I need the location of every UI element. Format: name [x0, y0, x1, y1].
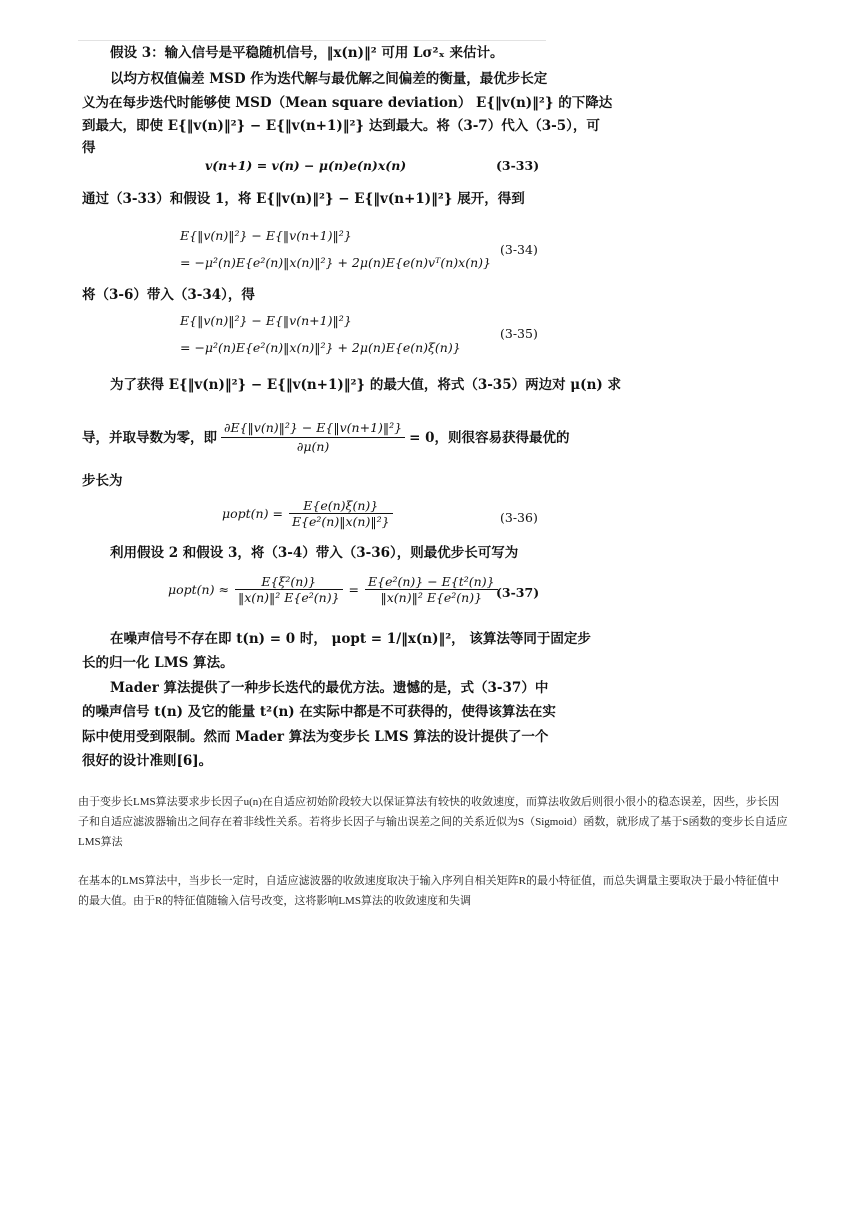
fraction-denominator: E{e²(n)‖x(n)‖²}: [291, 514, 390, 529]
equation-number: (3-34): [500, 242, 538, 257]
equation-number: (3-37): [496, 585, 540, 600]
paragraph-line: 的噪声信号 t(n) 及它的能量 t²(n) 在实际中都是不可获得的，使得该算法在实: [82, 704, 556, 720]
equals-sign: =: [348, 582, 360, 597]
equation-3-37: [168, 574, 498, 605]
fraction-numerator: E{e²(n)} − E{t²(n)}: [365, 574, 498, 590]
fraction-denominator: ‖x(n)‖² E{e²(n)}: [380, 590, 483, 605]
paragraph-line: 通过（3-33）和假设 1，将 E{‖v(n)‖²} − E{‖v(n+1)‖²} 展开，得到: [82, 191, 525, 207]
derivative-prefix: 导，并取导数为零，即: [82, 429, 217, 446]
equation-lhs: μopt(n) =: [222, 506, 283, 521]
equation-number: (3-36): [500, 510, 538, 525]
paragraph-line: 长的归一化 LMS 算法。: [82, 655, 234, 671]
equation-lhs: μopt(n) ≈: [168, 582, 229, 597]
paragraph-line: 很好的设计准则[6]。: [82, 753, 213, 769]
fraction-denominator: ∂μ(n): [296, 439, 330, 454]
fraction-denominator: ‖x(n)‖² E{e²(n)}: [237, 590, 340, 605]
paragraph-line: 利用假设 2 和假设 3，将（3-4）带入（3-36），则最优步长可写为: [110, 545, 519, 561]
paragraph-line: Mader 算法提供了一种步长迭代的最优方法。遗憾的是，式（3-37）中: [110, 680, 549, 696]
equation-fraction: [289, 498, 393, 529]
equation-fraction: [365, 574, 498, 605]
assumption-3: 假设 3：输入信号是平稳随机信号，‖x(n)‖² 可用 Lσ²ₓ 来估计。: [110, 45, 504, 61]
paragraph-line: 为了获得 E{‖v(n)‖²} − E{‖v(n+1)‖²} 的最大值，将式（3-35）两边对 μ(n) 求: [110, 377, 621, 393]
fraction-numerator: E{e(n)ξ(n)}: [289, 498, 393, 514]
paragraph-line: 在噪声信号不存在即 t(n) = 0 时， μopt = 1/‖x(n)‖²， 该算法等同于固定步: [110, 631, 591, 647]
body-paragraph-2: 在基本的LMS算法中，当步长一定时，自适应滤波器的收敛速度取决于输入序列自相关矩阵R的最小特征值，而总失调量主要取决于最小特征值中的最大值。由于R的特征值随输入信号改变，这将影响LMS算法的收敛速度和失调: [78, 875, 779, 907]
derivative-suffix: = 0，则很容易获得最优的: [409, 429, 570, 446]
paragraph-line: 际中使用受到限制。然而 Mader 算法为变步长 LMS 算法的设计提供了一个: [82, 729, 549, 745]
derivative-line: [82, 419, 570, 456]
equation-3-35-line1: E{‖v(n)‖²} − E{‖v(n+1)‖²}: [180, 313, 352, 328]
equation-3-34-line1: E{‖v(n)‖²} − E{‖v(n+1)‖²}: [180, 228, 352, 243]
paragraph-line: 义为在每步迭代时能够使 MSD（Mean square deviation） E{‖v(n)‖²} 的下降达: [82, 95, 613, 111]
paragraph-line: 到最大，即使 E{‖v(n)‖²} − E{‖v(n+1)‖²} 达到最大。将（3-7）代入（3-5），可: [82, 118, 600, 134]
paragraph-line: 以均方权值偏差 MSD 作为迭代解与最优解之间偏差的衡量，最优步长定: [110, 71, 548, 87]
equation-3-36: [222, 498, 393, 529]
paragraph-line: 步长为: [82, 473, 123, 489]
derivative-fraction: [221, 419, 405, 456]
equation-3-33: v(n+1) = v(n) − μ(n)e(n)x(n): [205, 158, 407, 173]
equation-3-34-line2: = −μ²(n)E{e²(n)‖x(n)‖²} + 2μ(n)E{e(n)vᵀ(n)x(n)}: [180, 255, 491, 270]
equation-number: (3-33): [496, 158, 540, 173]
paragraph-line: 将（3-6）带入（3-34），得: [82, 287, 255, 303]
fraction-numerator: ∂E{‖v(n)‖²} − E{‖v(n+1)‖²}: [221, 419, 405, 438]
equation-number: (3-35): [500, 326, 538, 341]
equation-fraction: [235, 574, 343, 605]
body-paragraph-1: 由于变步长LMS算法要求步长因子u(n)在自适应初始阶段较大以保证算法有较快的收敛速度，而算法收敛后则很小很小的稳态误差，因些，步长因子和自适应滤波器输出之间存在着非线性关系。若将步长因子与输出误差之间的关系近似为S（Sigmoid）函数，就形成了基于S函数的变步长自适应LMS算法: [78, 796, 788, 848]
fraction-numerator: E{ξ²(n)}: [235, 574, 343, 590]
paragraph-line: 得: [82, 140, 96, 156]
equation-3-35-line2: = −μ²(n)E{e²(n)‖x(n)‖²} + 2μ(n)E{e(n)ξ(n)}: [180, 340, 461, 355]
